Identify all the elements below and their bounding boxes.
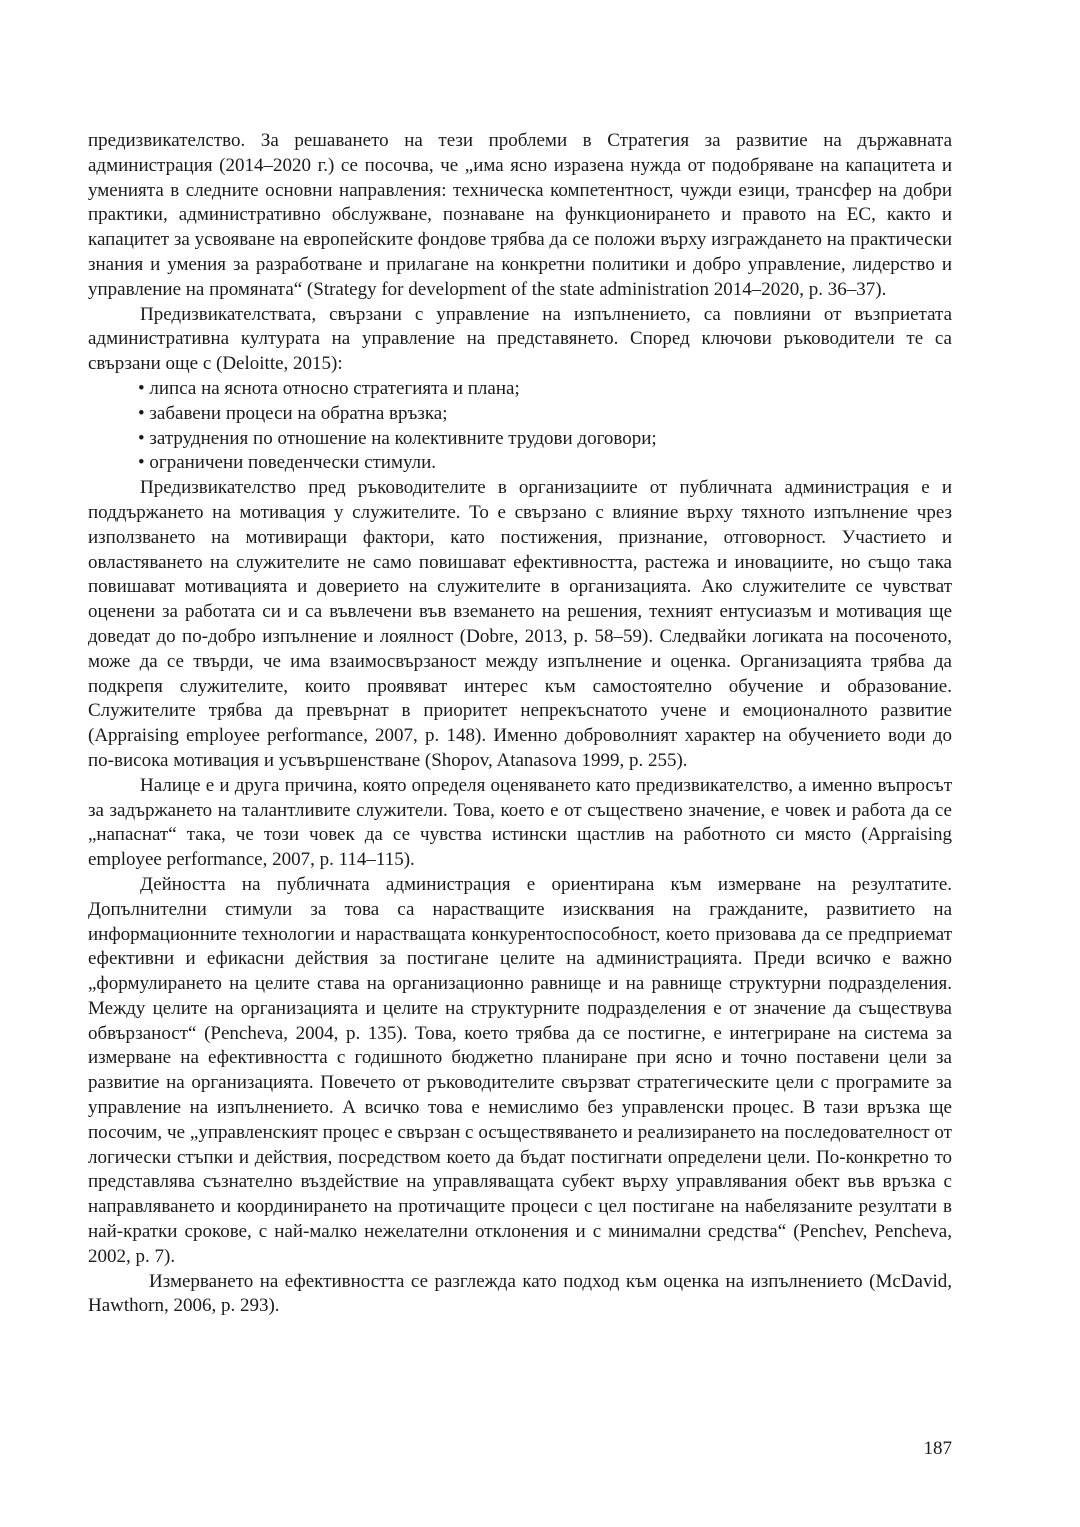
paragraph-efficiency: Измерването на ефективността се разглежда като подход към оценка на изпълнението (McDavid, Hawthorn, 2006, p. 293).: [88, 1270, 952, 1317]
list-item: • ограничени поведенчески стимули.: [138, 451, 952, 476]
paragraph-talent-retention: Налице е и друга причина, която определя оценяването като предизвикателство, а именно въпросът за задържането на талантливите служители. Това, което е от съществено значение, е човек и работа да се „напаснат“ така, че този човек да се чувства истински щастлив на работното си място (Appraising employee performance, 2007, p. 114–115).: [88, 774, 952, 871]
list-item: • липса на яснота относно стратегията и плана;: [138, 377, 952, 402]
challenge-list: [88, 377, 952, 476]
list-item: • забавени процеси на обратна връзка;: [138, 402, 952, 427]
paragraph-results: Дейността на публичната администрация е ориентирана към измерване на резултатите. Допълнителни стимули за това са нарастващите изисквания на гражданите, развитието на информационните технологии и нарастващата конкурентоспособност, което призовава да се предприемат ефективни и ефикасни действия за постигане целите на администрацията. Преди всичко е важно „формулирането на целите става на организационно равнище и на равнище структурни подразделения. Между целите на организацията и целите на структурните подразделения е от значение да съществува обвързаност“ (Pencheva, 2004, p. 135). Това, което трябва да се постигне, е интегриране на система за измерване на ефективността с годишното бюджетно планиране при ясно и точно поставени цели за развитие на организацията. Повечето от ръководителите свързват стратегическите цели с програмите за управление на изпълнението. А всичко това е немислимо без управленски процес. В тази връзка ще посочим, че „управленският процес е свързан с осъществяването и реализирането на последователност от логически стъпки и действия, посредством което да бъдат постигнати определени цели. По-конкретно то представлява съзнателно въздействие на управляващата субект върху управлявания обект във връзка с направляването и координирането на протичащите процеси с цел постигане на набелязаните резултати в най-кратки срокове, с най-малко нежелателни отклонения и с минимални средства“ (Penchev, Pencheva, 2002, p. 7).: [88, 873, 952, 1267]
paragraph-challenges: Предизвикателствата, свързани с управление на изпълнението, са повлияни от възприетата административна културата на управление на представянето. Според ключови ръководители те са свързани още с (Deloitte, 2015):: [88, 303, 952, 375]
paragraph-strategy: предизвикателство. За решаването на тези проблеми в Стратегия за развитие на държавната администрация (2014–2020 г.) се посочва, че „има ясно изразена нужда от подобряване на капацитета и уменията в следните основни направления: техническа компетентност, чужди езици, трансфер на добри практики, административно обслужване, познаване на функционирането и правото на ЕС, както и капацитет за усвояване на европейските фондове трябва да се положи върху изграждането на практически знания и умения за разработване и прилагане на конкретни политики и добро управление, лидерство и управление на промяната“ (Strategy for development of the state administration 2014–2020, p. 36–37).: [88, 130, 952, 300]
page-number: 187: [923, 1438, 952, 1459]
page-body: [88, 129, 952, 1319]
list-item: • затруднения по отношение на колективните трудови договори;: [138, 427, 952, 452]
paragraph-motivation: Предизвикателство пред ръководителите в организациите от публичната администрация е и поддържането на мотивация у служителите. То е свързано с влияние върху тяхното изпълнение чрез използването на мотивиращи фактори, като постижения, признание, отговорност. Участието и овластяването на служителите не само повишават ефективността, растежа и иновациите, но също така повишават мотивацията и доверието на служителите в организацията. Ако служителите се чувстват оценени за работата си и са въвлечени във вземането на решения, техният ентусиазъм и мотивация ще доведат до по-добро изпълнение и лоялност (Dobre, 2013, p. 58–59). Следвайки логиката на посоченото, може да се твърди, че има взаимосвързаност между изпълнение и оценка. Организацията трябва да подкрепя служителите, които проявяват интерес към самостоятелно обучение и образование. Служителите трябва да превърнат в приоритет непрекъснатото учене и емоционалното развитие (Appraising employee performance, 2007, p. 148). Именно доброволният характер на обучението води до по-висока мотивация и усъвършенстване (Shopov, Atanasova 1999, p. 255).: [88, 477, 952, 771]
